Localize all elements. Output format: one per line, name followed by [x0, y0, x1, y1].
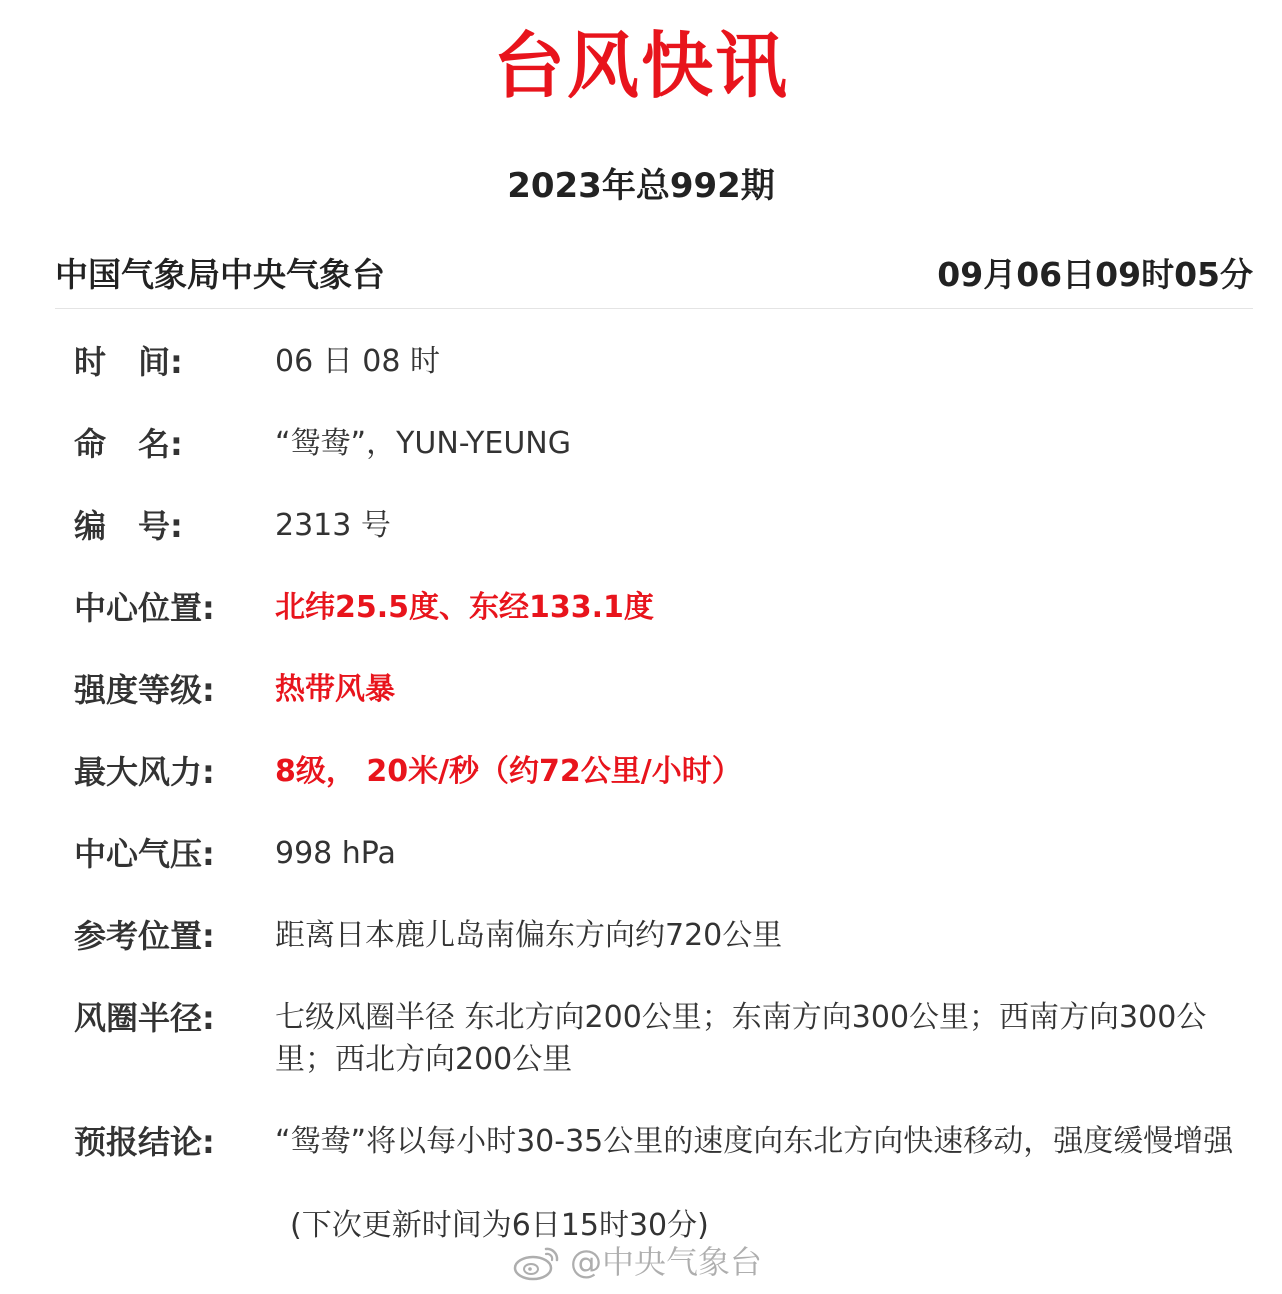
watermark-text: @中央气象台	[570, 1243, 763, 1281]
number-label: 编 号:	[74, 507, 183, 545]
center-pressure-value: 998 hPa	[275, 836, 396, 871]
max-wind-label: 最大风力:	[74, 753, 215, 791]
forecast-value: “鸳鸯”将以每小时30-35公里的速度向东北方向快速移动，强度缓慢增强	[275, 1124, 1234, 1159]
issue-datetime: 09月06日09时05分	[937, 255, 1253, 294]
intensity-label: 强度等级:	[74, 671, 215, 709]
name-label: 命 名:	[74, 425, 183, 463]
bulletin-header	[55, 250, 1253, 309]
wind-radius-label: 风圈半径:	[74, 999, 215, 1037]
time-value: 06 日 08 时	[275, 344, 440, 379]
name-value: “鸳鸯”，YUN-YEUNG	[275, 426, 572, 461]
weibo-logo-icon	[512, 1242, 562, 1282]
center-position-value: 北纬25.5度、东经133.1度	[275, 590, 654, 625]
reference-position-value: 距离日本鹿儿岛南偏东方向约720公里	[275, 918, 783, 953]
number-value: 2313 号	[275, 508, 391, 543]
wind-radius-value: 七级风圈半径 东北方向200公里；东南方向300公里；西南方向300公里；西北方向200公里	[275, 1000, 1207, 1077]
next-update-note: (下次更新时间为6日15时30分)	[290, 1208, 709, 1243]
agency-name: 中国气象局中央气象台	[55, 255, 385, 294]
center-pressure-label: 中心气压:	[74, 835, 215, 873]
issue-number: 2023年总992期	[507, 166, 775, 206]
page-title: 台风快讯	[492, 24, 789, 108]
forecast-label: 预报结论:	[74, 1123, 215, 1161]
weibo-watermark	[512, 1240, 762, 1284]
center-position-label: 中心位置:	[74, 589, 215, 627]
max-wind-value: 8级， 20米/秒（约72公里/小时）	[275, 754, 742, 789]
intensity-value: 热带风暴	[275, 672, 395, 707]
reference-position-label: 参考位置:	[74, 917, 215, 955]
time-label: 时 间:	[74, 343, 183, 381]
